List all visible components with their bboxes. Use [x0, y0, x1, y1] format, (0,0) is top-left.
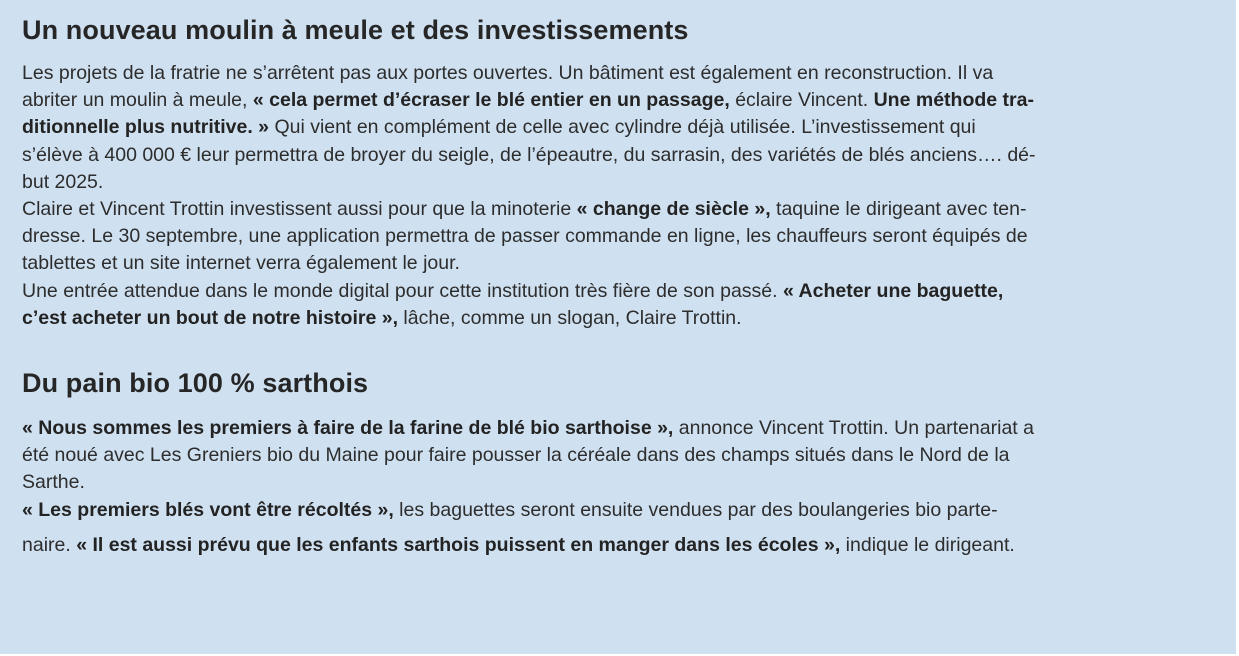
body-text: les baguettes seront ensuite vendues par des boulangeries bio parte-: [393, 498, 998, 521]
body-text: dresse. Le 30 septembre, une application permettra de passer commande en ligne, les chauffeurs seront équipés de: [22, 225, 1028, 248]
body-text: s’élève à 400 000 € leur permettra de broyer du seigle, de l’épeautre, du sarrasin, des variétés de blés anciens…. dé-: [22, 143, 1036, 166]
body-text: été noué avec Les Greniers bio du Maine pour faire pousser la céréale dans des champs situés dans le Nord de la: [22, 444, 1010, 467]
quote-text: « Nous sommes les premiers à faire de la farine de blé bio sarthoise »,: [22, 417, 674, 440]
body-text: Les projets de la fratrie ne s’arrêtent pas aux portes ouvertes. Un bâtiment est également en reconstruction. Il va: [22, 62, 994, 84]
text-line: [22, 278, 1196, 305]
text-line: [22, 532, 1196, 559]
body-text: naire.: [22, 533, 77, 556]
text-line: [22, 196, 1196, 223]
quote-text: « cela permet d’écraser le blé entier en un passage,: [252, 89, 730, 112]
body-text: abriter un moulin à meule,: [22, 89, 253, 112]
body-text: tablettes et un site internet verra également le jour.: [22, 252, 460, 275]
text-line: [22, 87, 1196, 114]
text-line: [22, 469, 1196, 496]
section-title-pain-bio: Du pain bio 100 % sarthois: [22, 368, 369, 399]
body-text: lâche, comme un slogan, Claire Trottin.: [398, 306, 742, 329]
quote-text: Une méthode tra-: [873, 89, 1034, 112]
body-text: Une entrée attendue dans le monde digital pour cette institution très fière de son passé.: [22, 279, 783, 302]
text-line: [22, 415, 1196, 442]
quote-text: « change de siècle »,: [576, 198, 771, 221]
text-line: [22, 60, 1196, 87]
text-line: [22, 169, 1196, 196]
body-text: taquine le dirigeant avec ten-: [770, 198, 1027, 221]
text-line: [22, 497, 1196, 524]
text-line: [22, 114, 1196, 141]
body-text: Qui vient en complément de celle avec cylindre déjà utilisée. L’investissement qui: [269, 116, 976, 139]
section-body-pain-bio: [22, 415, 1196, 559]
body-text: Sarthe.: [22, 471, 85, 494]
body-text: but 2025.: [22, 170, 104, 193]
quote-text: c’est acheter un bout de notre histoire »,: [22, 306, 398, 329]
section-body-moulin: [22, 60, 1196, 332]
body-text: indique le dirigeant.: [840, 533, 1015, 556]
text-line: [22, 250, 1196, 277]
body-text: Claire et Vincent Trottin investissent aussi pour que la minoterie: [22, 198, 577, 221]
text-line: [22, 305, 1196, 332]
text-line: [22, 223, 1196, 250]
quote-text: « Acheter une baguette,: [782, 279, 1004, 302]
body-text: éclaire Vincent.: [729, 89, 874, 112]
quote-text: ditionnelle plus nutritive. »: [22, 116, 270, 139]
body-text: annonce Vincent Trottin. Un partenariat a: [673, 417, 1034, 440]
text-line: [22, 142, 1196, 169]
quote-text: « Il est aussi prévu que les enfants sarthois puissent en manger dans les écoles »,: [76, 533, 841, 556]
section-title-moulin: Un nouveau moulin à meule et des investissements: [22, 15, 689, 45]
quote-text: « Les premiers blés vont être récoltés »,: [22, 498, 394, 521]
text-line: [22, 442, 1196, 469]
